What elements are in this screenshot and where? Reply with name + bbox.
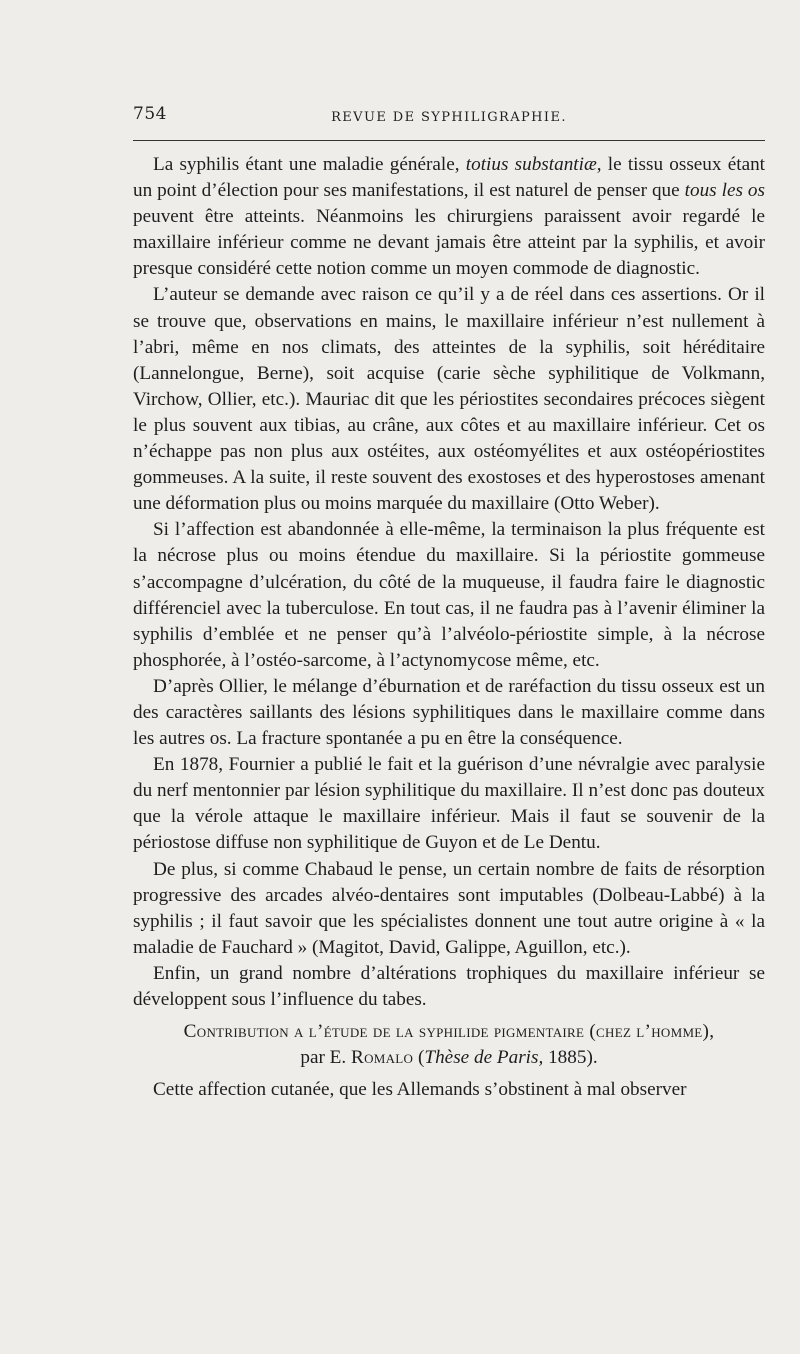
p1-text-c: peuvent être atteints. Néanmoins les chirurgiens paraissent avoir regardé le maxillaire inférieur comme ne devant jamais être atteint par la syphilis, et avoir presque considéré cette notion comme un moyen commode de diagnostic. — [133, 206, 765, 280]
section-title — [133, 1019, 765, 1071]
p1-italic-b: tous les os — [684, 180, 765, 202]
section-author: Romalo — [350, 1047, 414, 1069]
section-paren: ( — [413, 1047, 425, 1069]
paragraph-3: Si l’affection est abandonnée à elle-même, la terminaison la plus fréquente est la nécrose plus ou moins étendue du maxillaire. Si la périostite gommeuse s’accompagne d’ulcération, du côté de la muqueuse, il faudra faire le diagnostic différenciel avec la tuberculose. En tout cas, il ne faudra pas à l’avenir éliminer la syphilis d’emblée et ne penser qu’à l’alvéolo-périostite simple, à la nécrose phosphorée, à l’ostéo-sarcome, à l’actynomycose même, etc. — [133, 519, 765, 671]
paragraph-4: D’après Ollier, le mélange d’éburnation et de raréfaction du tissu osseux est un des caractères saillants des lésions syphilitiques dans le maxillaire comme dans les autres os. La fracture spontanée a pu en être la conséquence. — [133, 675, 765, 750]
p1-text-b: , le tissu osseux étant un point d’élection pour ses manifestations, il est naturel de penser que — [133, 154, 766, 202]
p1-italic-a: totius substantiæ — [465, 154, 597, 175]
section-year: 1885). — [543, 1047, 598, 1069]
paragraph-2: L’auteur se demande avec raison ce qu’il y a de réel dans ces assertions. Or il se trouve que, observations en mains, le maxillaire inférieur n’est nullement à l’abri, même en nos climats, des atteintes de la syphilis, soit héréditaire (Lannelongue, Berne), soit acquise (carie sèche syphilitique de Volkmann, Virchow, Ollier, etc.). Mauriac dit que les périostites secondaires précoces siègent le plus souvent aux tibias, au crâne, aux côtes et au maxillaire inférieur. Cet os n’échappe pas non plus aux ostéites, aux ostéomyélites et aux ostéopériostites gommeuses. A la suite, il reste souvent des exostoses et des hyperostoses amenant une déformation plus ou moins marquée du maxillaire (Otto Weber). — [133, 284, 765, 515]
section-thesis: Thèse de Paris, — [424, 1047, 544, 1069]
page-header — [133, 104, 765, 132]
section-title-line: Contribution a l’étude de la syphilide pigmentaire (chez l’homme), — [183, 1021, 715, 1043]
page-number: 754 — [133, 104, 167, 124]
paragraph-8: Cette affection cutanée, que les Allemands s’obstinent à mal observer — [153, 1079, 687, 1101]
paragraph-5: En 1878, Fournier a publié le fait et la guérison d’une névralgie avec paralysie du nerf mentonnier par lésion syphilitique du maxillaire. Il n’est donc pas douteux que la vérole attaque le maxillaire inférieur. Mais il faut se souvenir de la périostose diffuse non syphilitique de Guyon et de Le Dentu. — [133, 754, 765, 854]
paragraph-1 — [133, 152, 765, 282]
p1-text-a: La syphilis étant une maladie générale, — [153, 154, 466, 175]
section-by: par E. — [300, 1047, 351, 1069]
running-title: REVUE DE SYPHILIGRAPHIE. — [331, 110, 567, 125]
header-rule — [133, 140, 765, 141]
paragraph-6: De plus, si comme Chabaud le pense, un certain nombre de faits de résorption progressive des arcades alvéo-dentaires sont imputables (Dolbeau-Labbé) à la syphilis ; il faut savoir que les spécialistes donnent une tout autre origine à « la maladie de Fauchard » (Magitot, David, Galippe, Aguillon, etc.). — [133, 858, 765, 958]
body-text — [133, 152, 765, 1103]
paragraph-7: Enfin, un grand nombre d’altérations trophiques du maxillaire inférieur se développent sous l’influence du tabes. — [133, 962, 765, 1010]
